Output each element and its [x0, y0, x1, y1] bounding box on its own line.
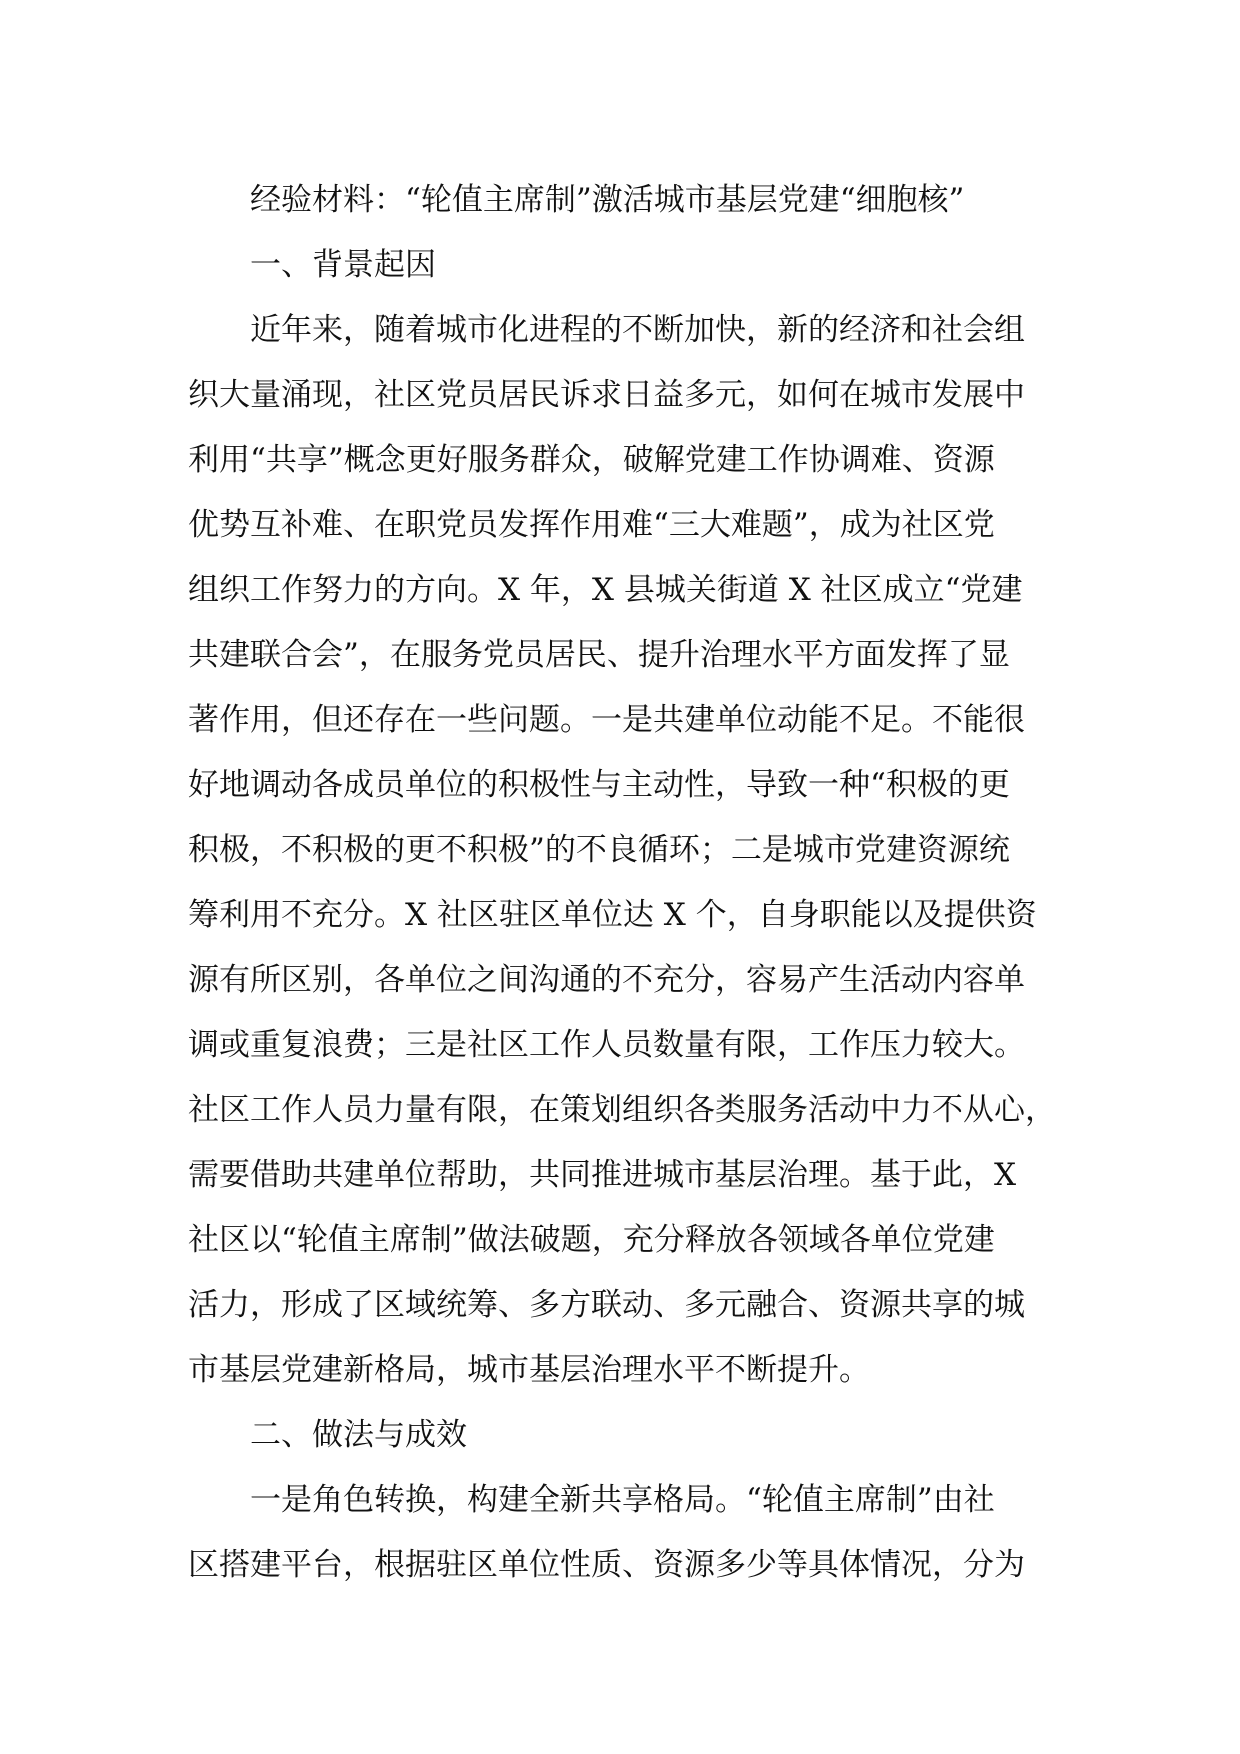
- text-line: 市基层党建新格局，城市基层治理水平不断提升。: [188, 1352, 870, 1388]
- text-line: 社区以“轮值主席制”做法破题，充分释放各领域各单位党建: [188, 1222, 995, 1258]
- text-line: 筹利用不充分。X 社区驻区单位达 X 个，自身职能以及提供资: [188, 897, 1037, 933]
- paragraph-background: [188, 298, 1068, 1403]
- text-line: 好地调动各成员单位的积极性与主动性，导致一种“积极的更: [188, 767, 1010, 803]
- document-page: [188, 168, 1068, 1598]
- text-line: 区搭建平台，根据驻区单位性质、资源多少等具体情况，分为: [188, 1547, 1025, 1583]
- text-line: 活力，形成了区域统筹、多方联动、多元融合、资源共享的城: [188, 1287, 1025, 1323]
- text-line: 一是角色转换，构建全新共享格局。“轮值主席制”由社: [250, 1482, 995, 1518]
- text-line: 共建联合会”，在服务党员居民、提升治理水平方面发挥了显: [188, 637, 1010, 673]
- text-line: 调或重复浪费；三是社区工作人员数量有限，工作压力较大。: [188, 1027, 1025, 1063]
- text-line: 利用“共享”概念更好服务群众，破解党建工作协调难、资源: [188, 442, 995, 478]
- section-heading-practice: 二、做法与成效: [250, 1417, 467, 1453]
- text-line: 近年来，随着城市化进程的不断加快，新的经济和社会组: [250, 312, 1025, 348]
- text-line: 织大量涌现，社区党员居民诉求日益多元，如何在城市发展中: [188, 377, 1025, 413]
- text-line: 组织工作努力的方向。X 年，X 县城关街道 X 社区成立“党建: [188, 572, 1023, 608]
- text-line: 需要借助共建单位帮助，共同推进城市基层治理。基于此，X: [188, 1157, 1017, 1193]
- text-line: 社区工作人员力量有限，在策划组织各类服务活动中力不从心，: [188, 1092, 1056, 1128]
- document-title: 经验材料：“轮值主席制”激活城市基层党建“细胞核”: [250, 182, 965, 218]
- text-line: 源有所区别，各单位之间沟通的不充分，容易产生活动内容单: [188, 962, 1025, 998]
- text-line: 积极，不积极的更不积极”的不良循环；二是城市党建资源统: [188, 832, 1010, 868]
- text-line: 著作用，但还存在一些问题。一是共建单位动能不足。不能很: [188, 702, 1025, 738]
- section-heading-background: 一、背景起因: [250, 247, 436, 283]
- paragraph-practice: [188, 1468, 1068, 1598]
- text-line: 优势互补难、在职党员发挥作用难“三大难题”，成为社区党: [188, 507, 995, 543]
